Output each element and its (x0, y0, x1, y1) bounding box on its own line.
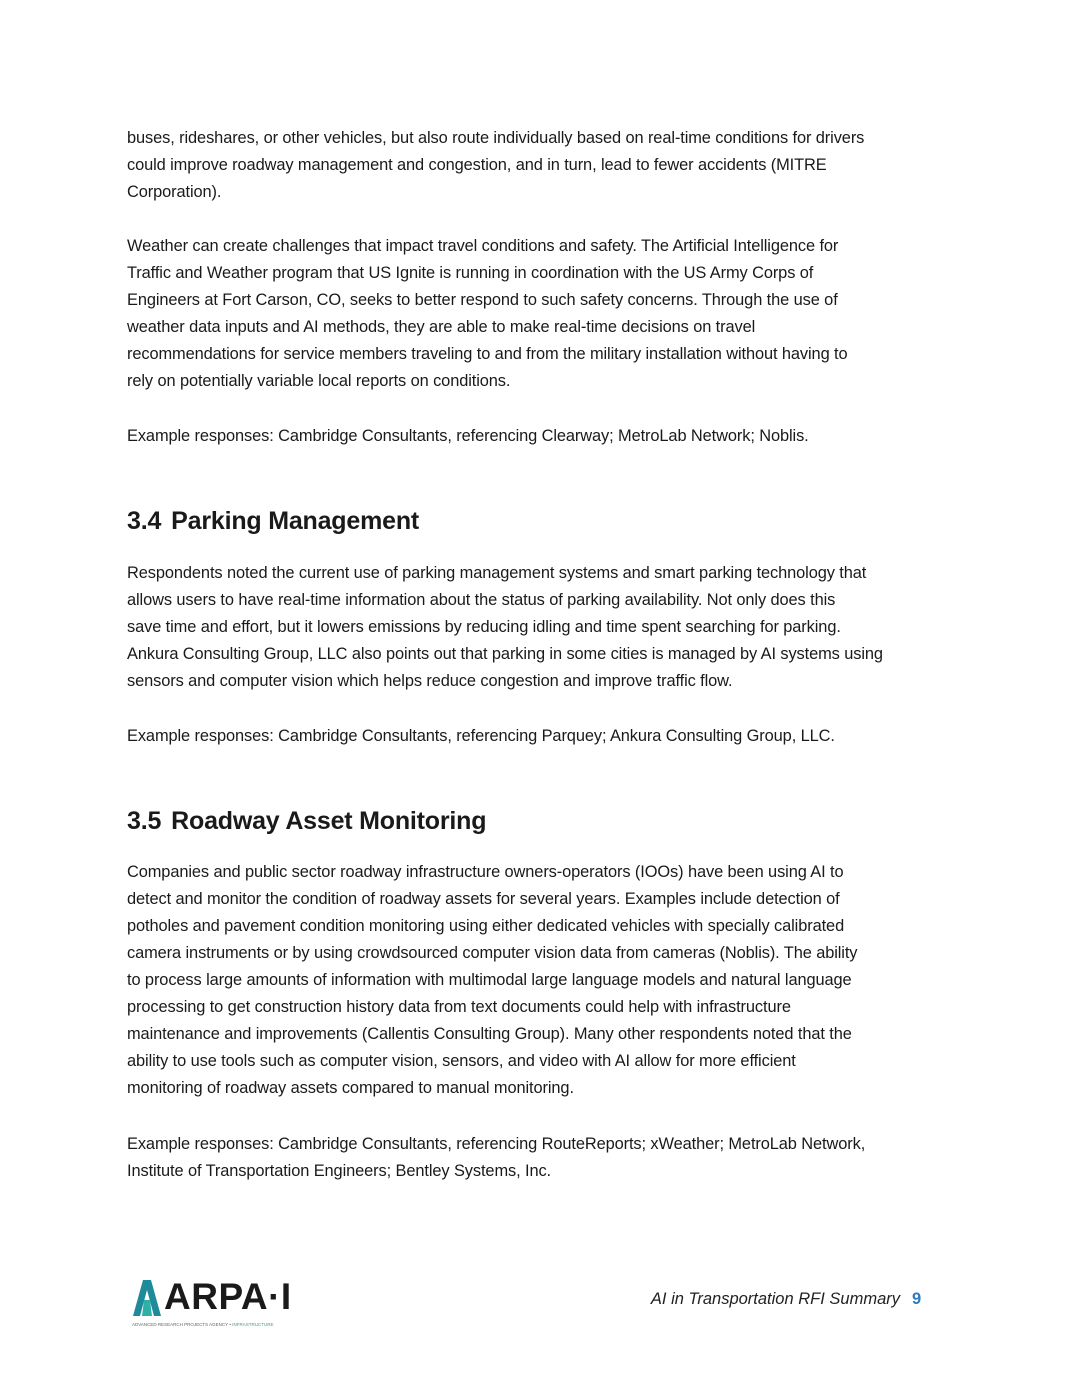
section-title: Parking Management (171, 507, 420, 535)
text-line: Institute of Transportation Engineers; Bentley Systems, Inc. (127, 1162, 552, 1180)
text-line: ability to use tools such as computer vision, sensors, and video with AI allow for more efficient (127, 1052, 796, 1070)
text-line: processing to get construction history data from text documents could help with infrastructure (127, 998, 791, 1016)
section-title: Roadway Asset Monitoring (171, 807, 487, 835)
page-number: 9 (912, 1290, 922, 1308)
section-heading-3-5 (127, 805, 957, 837)
text-line: Corporation). (127, 183, 222, 201)
text-line: monitoring of roadway assets compared to manual monitoring. (127, 1079, 574, 1097)
text-line: camera instruments or by using crowdsourced computer vision data from cameras (Noblis). The ability (127, 944, 858, 962)
arpa-i-logo-mark-icon (132, 1280, 162, 1318)
paragraph-weather (127, 233, 957, 395)
text-line: could improve roadway management and congestion, and in turn, lead to fewer accidents (MITRE (127, 156, 827, 174)
text-line: to process large amounts of information with multimodal large language models and natural language (127, 971, 852, 989)
text-line: Traffic and Weather program that US Ignite is running in coordination with the US Army Corps of (127, 264, 814, 282)
text-line: sensors and computer vision which helps reduce congestion and improve traffic flow. (127, 672, 733, 690)
text-line: recommendations for service members traveling to and from the military installation without having to (127, 345, 848, 363)
text-line: save time and effort, but it lowers emissions by reducing idling and time spent searching for parking. (127, 618, 841, 636)
paragraph-intro (127, 125, 957, 206)
text-line: buses, rideshares, or other vehicles, but also route individually based on real-time conditions for drivers (127, 129, 865, 147)
paragraph-roadway (127, 859, 957, 1102)
paragraph-parking (127, 560, 957, 695)
text-line: Example responses: Cambridge Consultants, referencing RouteReports; xWeather; MetroLab Network, (127, 1135, 866, 1153)
section-heading-3-4 (127, 505, 957, 537)
section-number: 3.4 (127, 507, 162, 535)
logo-subtitle: ADVANCED RESEARCH PROJECTS AGENCY • INFRASTRUCTURE (132, 1322, 274, 1327)
footer-document-title: AI in Transportation RFI Summary (650, 1290, 900, 1308)
text-line: Weather can create challenges that impact travel conditions and safety. The Artificial Intelligence for (127, 237, 839, 255)
text-line: detect and monitor the condition of roadway assets for several years. Examples include detection of (127, 890, 840, 908)
arpa-i-logo (132, 1276, 302, 1330)
text-line: Example responses: Cambridge Consultants, referencing Parquey; Ankura Consulting Group, LLC. (127, 727, 835, 745)
paragraph-example-responses-1 (127, 423, 957, 450)
text-line: weather data inputs and AI methods, they are able to make real-time decisions on travel (127, 318, 756, 336)
section-number: 3.5 (127, 807, 162, 835)
paragraph-example-responses-2 (127, 723, 957, 750)
logo-text: ARPA·I (164, 1276, 292, 1317)
text-line: Ankura Consulting Group, LLC also points out that parking in some cities is managed by AI systems using (127, 645, 883, 663)
text-line: allows users to have real-time information about the status of parking availability. Not only does this (127, 591, 836, 609)
text-line: rely on potentially variable local reports on conditions. (127, 372, 511, 390)
text-line: maintenance and improvements (Callentis Consulting Group). Many other respondents noted that the (127, 1025, 852, 1043)
text-line: Example responses: Cambridge Consultants, referencing Clearway; MetroLab Network; Noblis. (127, 427, 809, 445)
text-line: Respondents noted the current use of parking management systems and smart parking technology that (127, 564, 867, 582)
text-line: potholes and pavement condition monitoring using either dedicated vehicles with specially calibrated (127, 917, 845, 935)
text-line: Companies and public sector roadway infrastructure owners-operators (IOOs) have been using AI to (127, 863, 844, 881)
paragraph-example-responses-3 (127, 1131, 957, 1185)
text-line: Engineers at Fort Carson, CO, seeks to better respond to such safety concerns. Through the use of (127, 291, 838, 309)
